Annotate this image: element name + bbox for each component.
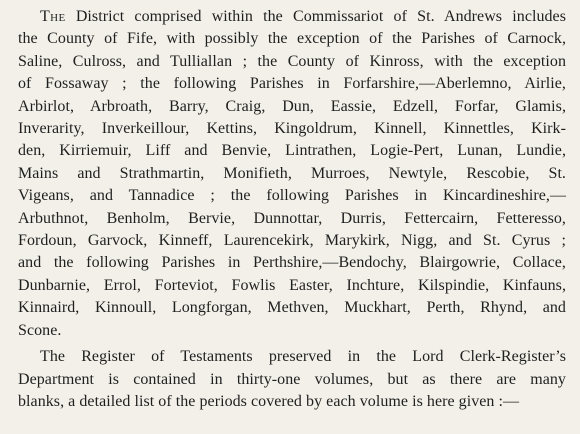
text-line: blanks, a detailed list of the periods covered by each volume is here given :— [18,392,520,410]
text-line: and the following Parishes in Perthshire,—Bendochy, Blairgowrie, Collace, [18,254,566,272]
text-line: Inverarity, Inverkeillour, Kettins, Kingoldrum, Kinnell, Kinnettles, Kirk- [18,120,566,138]
text-line: Vigeans, and Tannadice ; the following Parishes in Kincardineshire,— [18,187,566,205]
text-line: Scone. [18,321,62,339]
text-line [18,6,566,28]
text-line: Saline, Culross, and Tulliallan ; the County of Kinross, with the exception [18,52,566,70]
text-line: Kinnaird, Kinnoull, Longforgan, Methven, Muckhart, Perth, Rhynd, and [18,299,566,317]
lead-word: The [40,8,66,25]
text-line: Mains and Strathmartin, Monifieth, Murroes, Newtyle, Rescobie, St. [18,164,566,182]
line-text: District comprised within the Commissariot of St. Andrews includes [65,8,566,25]
text-line: Fordoun, Garvock, Kinneff, Laurencekirk, Marykirk, Nigg, and St. Cyrus ; [18,232,566,250]
text-line: Department is contained in thirty-one volumes, but as there are many [18,370,566,388]
text-line: Dunbarnie, Errol, Forteviot, Fowlis Easter, Inchture, Kilspindie, Kinfauns, [18,276,566,294]
text-line: The Register of Testaments preserved in the Lord Clerk-Register’s [40,348,566,366]
text-line: den, Kirriemuir, Liff and Benvie, Lintrathen, Logie-Pert, Lunan, Lundie, [18,142,566,160]
paragraph-register-of-testaments [18,346,566,413]
text-line: Arbirlot, Arbroath, Barry, Craig, Dun, Eassie, Edzell, Forfar, Glamis, [18,97,566,115]
text-line: Arbuthnot, Benholm, Bervie, Dunnottar, Durris, Fettercairn, Fetteresso, [18,209,566,227]
paragraph-commissariot-district [18,6,566,342]
body-text [18,6,566,413]
text-line: of Fossaway ; the following Parishes in Forfarshire,—Aberlemno, Airlie, [18,75,566,93]
text-line: the County of Fife, with possibly the exception of the Parishes of Carnock, [18,30,566,48]
